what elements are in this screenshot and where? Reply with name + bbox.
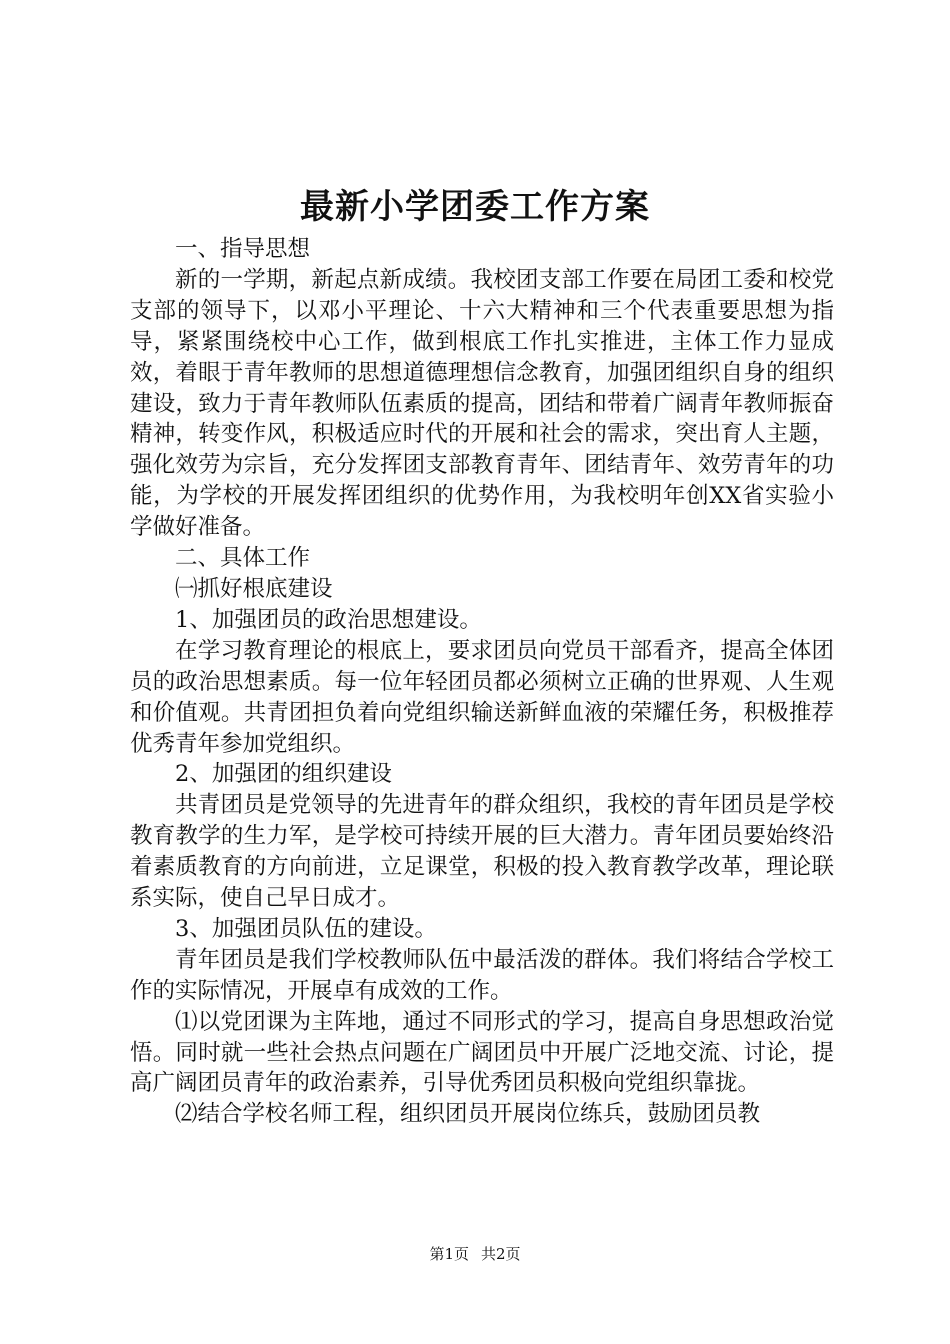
document-title: 最新小学团委工作方案 <box>300 187 650 227</box>
paragraph: 共青团员是党领导的先进青年的群众组织，我校的青年团员是学校教育教学的生力军，是学校可持续开展的巨大潜力。青年团员要始终沿着素质教育的方向前进，立足课堂，积极的投入教育教学改革，理论联系实际，使自己早日成才。 <box>130 792 834 912</box>
document-body <box>130 234 834 1130</box>
list-item: ⑵结合学校名师工程，组织团员开展岗位练兵，鼓励团员教 <box>175 1101 761 1128</box>
section-heading: 一、指导思想 <box>175 236 311 262</box>
item-heading: 1、加强团员的政治思想建设。 <box>175 606 482 633</box>
page-total: 共2页 <box>481 1245 521 1263</box>
page-number: 第1页 <box>429 1245 469 1263</box>
paragraph: 青年团员是我们学校教师队伍中最活泼的群体。我们将结合学校工作的实际情况，开展卓有成效的工作。 <box>130 946 834 1004</box>
page-footer <box>0 1244 950 1264</box>
item-heading: 3、加强团员队伍的建设。 <box>175 915 437 942</box>
subsection-heading: ㈠抓好根底建设 <box>175 575 333 602</box>
item-heading: 2、加强团的组织建设 <box>175 761 392 788</box>
list-item: ⑴以党团课为主阵地，通过不同形式的学习，提高自身思想政治觉悟。同时就一些社会热点问题在广阔团员中开展广泛地交流、讨论，提高广阔团员青年的政治素养，引导优秀团员积极向党组织靠拢。 <box>130 1008 834 1097</box>
paragraph: 在学习教育理论的根底上，要求团员向党员干部看齐，提高全体团员的政治思想素质。每一位年轻团员都必须树立正确的世界观、人生观和价值观。共青团担负着向党组织输送新鲜血液的荣耀任务，积极推荐优秀青年参加党组织。 <box>130 637 834 757</box>
section-heading: 二、具体工作 <box>175 545 311 572</box>
paragraph: 新的一学期，新起点新成绩。我校团支部工作要在局团工委和校党支部的领导下，以邓小平理论、十六大精神和三个代表重要思想为指导，紧紧围绕校中心工作，做到根底工作扎实推进，主体工作力显成效，着眼于青年教师的思想道德理想信念教育，加强团组织自身的组织建设，致力于青年教师队伍素质的提高，团结和带着广阔青年教师振奋精神，转变作风，积极适应时代的开展和社会的需求，突出育人主题，强化效劳为宗旨，充分发挥团支部教育青年、团结青年、效劳青年的功能，为学校的开展发挥团组织的优势作用，为我校明年创XX省实验小学做好准备。 <box>130 266 834 541</box>
